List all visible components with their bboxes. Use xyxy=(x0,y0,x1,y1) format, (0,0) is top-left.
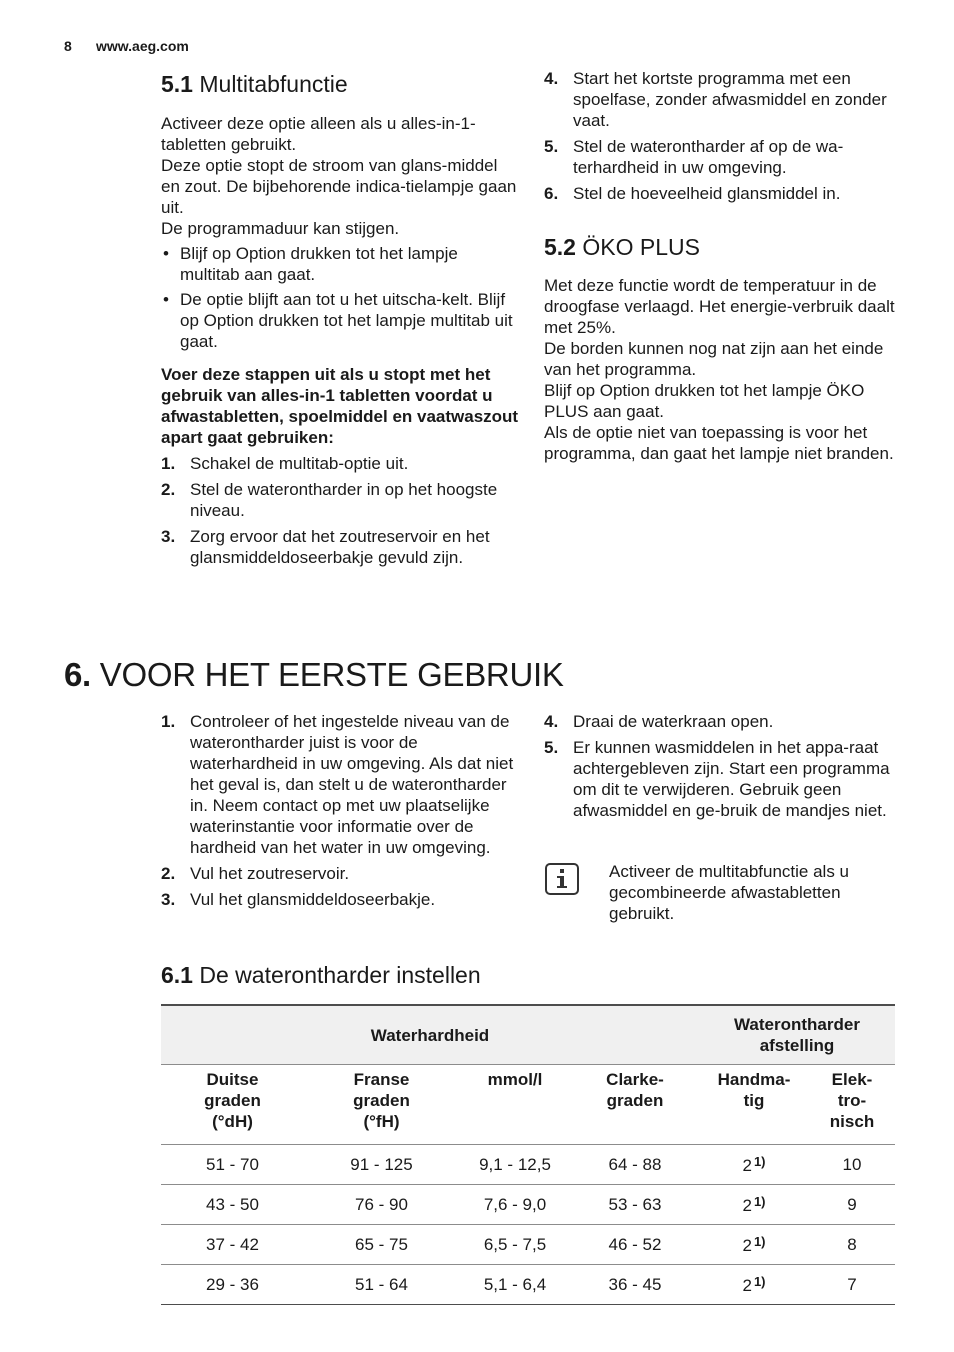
paragraph: Activeer deze optie alleen als u alles-in-1-tabletten gebruikt. xyxy=(161,114,476,154)
section-5-1-steps-continued xyxy=(544,68,896,204)
site-url: www.aeg.com xyxy=(96,38,189,54)
bullet-list xyxy=(161,243,521,352)
chapter-title: VOOR HET EERSTE GEBRUIK xyxy=(99,656,564,693)
step-list xyxy=(544,711,896,821)
step-number: 2. xyxy=(161,864,176,883)
manual-value: 2 xyxy=(742,1275,752,1295)
section-5-1-body xyxy=(161,113,521,568)
section-number: 5.1 xyxy=(161,71,193,97)
list-item xyxy=(544,737,896,821)
paragraph: Als de optie niet van toepassing is voor het programma, dan gaat het lampje niet branden. xyxy=(544,423,894,463)
cell-electronic: 10 xyxy=(809,1145,895,1185)
header-manual: Handma-tig xyxy=(699,1065,809,1145)
step-number: 4. xyxy=(544,69,559,88)
list-item xyxy=(161,711,517,858)
cell-clarke: 46 - 52 xyxy=(571,1225,699,1265)
header-softener-setting: Waterontharder afstelling xyxy=(699,1005,895,1065)
table-subheader-row xyxy=(161,1065,895,1145)
cell-clarke: 36 - 45 xyxy=(571,1265,699,1305)
cell-clarke: 64 - 88 xyxy=(571,1145,699,1185)
cell-electronic: 9 xyxy=(809,1185,895,1225)
step-number: 6. xyxy=(544,184,559,203)
header-mmol: mmol/l xyxy=(459,1065,571,1145)
step-number: 3. xyxy=(161,890,176,909)
cell-electronic: 8 xyxy=(809,1225,895,1265)
section-5-2-body xyxy=(544,275,896,464)
cell-dh: 43 - 50 xyxy=(161,1185,304,1225)
list-item xyxy=(544,68,896,131)
header-french-degrees: Franse graden (°fH) xyxy=(304,1065,459,1145)
paragraph: Blijf op Option drukken tot het lampje ÖKO PLUS aan gaat. xyxy=(544,381,865,421)
list-item xyxy=(161,863,517,884)
footnote-marker: 1) xyxy=(753,1193,766,1209)
step-number: 1. xyxy=(161,454,176,473)
step-list xyxy=(161,711,517,910)
cell-mmol: 6,5 - 7,5 xyxy=(459,1225,571,1265)
step-text: Zorg ervoor dat het zoutreservoir en het glansmiddeldoseerbakje gevuld zijn. xyxy=(190,527,490,567)
section-title: De waterontharder instellen xyxy=(199,962,481,988)
header-electronic: Elek-tro-nisch xyxy=(809,1065,895,1145)
step-number: 4. xyxy=(544,712,559,731)
chapter-6-steps-right xyxy=(544,711,896,821)
header-german-degrees: Duitse graden (°dH) xyxy=(161,1065,304,1145)
step-number: 3. xyxy=(161,527,176,546)
list-item xyxy=(544,183,896,204)
cell-manual xyxy=(699,1265,809,1305)
cell-mmol: 7,6 - 9,0 xyxy=(459,1185,571,1225)
step-number: 5. xyxy=(544,137,559,156)
cell-fh: 76 - 90 xyxy=(304,1185,459,1225)
list-item: • De optie blijft aan tot u het uitscha-kelt. Blijf op Option drukken tot het lampje multitab uit gaat. xyxy=(161,289,521,352)
header-clarke-degrees: Clarke-graden xyxy=(571,1065,699,1145)
bold-instruction: Voer deze stappen uit als u stopt met het gebruik van alles-in-1 tabletten voordat u afwastabletten, spoelmiddel en vaatwaszout apart gaat gebruiken: xyxy=(161,365,519,447)
cell-manual xyxy=(699,1225,809,1265)
cell-manual xyxy=(699,1145,809,1185)
info-icon xyxy=(545,863,579,895)
cell-manual xyxy=(699,1185,809,1225)
header-water-hardness: Waterhardheid xyxy=(161,1005,699,1065)
step-text: Stel de hoeveelheid glansmiddel in. xyxy=(573,184,841,203)
list-item xyxy=(161,453,521,474)
section-5-2-heading xyxy=(544,234,700,261)
footnote-marker: 1) xyxy=(753,1233,766,1249)
paragraph: De programmaduur kan stijgen. xyxy=(161,219,400,238)
info-note: Activeer de multitabfunctie als u gecombineerde afwastabletten gebruikt. xyxy=(609,862,850,923)
footnote-marker: 1) xyxy=(753,1153,766,1169)
list-item: • Blijf op Option drukken tot het lampje multitab aan gaat. xyxy=(161,243,521,285)
section-title: Multitabfunctie xyxy=(199,71,348,97)
step-number: 1. xyxy=(161,712,176,731)
step-text: Stel de waterontharder af op de wa-terhardheid in uw omgeving. xyxy=(573,137,844,177)
water-hardness-table xyxy=(161,1004,895,1305)
manual-value: 2 xyxy=(742,1235,752,1255)
info-icon-glyph xyxy=(547,865,577,893)
section-5-1-heading xyxy=(161,71,348,98)
step-text: Start het kortste programma met een spoelfase, zonder afwasmiddel en zonder vaat. xyxy=(573,69,887,130)
step-number: 5. xyxy=(544,738,559,757)
table-row xyxy=(161,1145,895,1185)
cell-electronic: 7 xyxy=(809,1265,895,1305)
step-text: Controleer of het ingestelde niveau van de waterontharder juist is voor de waterhardheid in uw omgeving. Als dat niet het geval is, dan stelt u de waterontharder in. Neem contact op met uw plaatselijke waterinstantie voor informatie over de hardheid van het water in uw omgeving. xyxy=(190,712,514,857)
chapter-number: 6. xyxy=(64,656,91,693)
list-item xyxy=(161,526,521,568)
table-row xyxy=(161,1265,895,1305)
list-item xyxy=(544,711,896,732)
step-text: Stel de waterontharder in op het hoogste niveau. xyxy=(190,480,498,520)
page-number: 8 xyxy=(64,38,72,54)
paragraph: Deze optie stopt de stroom van glans-middel en zout. De bijbehorende indica-tielampje gaan uit. xyxy=(161,156,517,217)
cell-mmol: 5,1 - 6,4 xyxy=(459,1265,571,1305)
list-item xyxy=(161,889,517,910)
paragraph: Met deze functie wordt de temperatuur in de droogfase verlaagd. Het energie-verbruik daalt met 25%. xyxy=(544,276,895,337)
cell-dh: 29 - 36 xyxy=(161,1265,304,1305)
step-number: 2. xyxy=(161,480,176,499)
step-list xyxy=(544,68,896,204)
footnote-marker: 1) xyxy=(753,1273,766,1289)
cell-fh: 91 - 125 xyxy=(304,1145,459,1185)
step-text: Draai de waterkraan open. xyxy=(573,712,774,731)
step-text: Schakel de multitab-optie uit. xyxy=(190,454,409,473)
cell-dh: 51 - 70 xyxy=(161,1145,304,1185)
section-title: ÖKO PLUS xyxy=(582,234,700,260)
cell-dh: 37 - 42 xyxy=(161,1225,304,1265)
section-6-1-heading xyxy=(161,962,481,989)
paragraph: De borden kunnen nog nat zijn aan het einde van het programma. xyxy=(544,339,884,379)
list-item xyxy=(544,136,896,178)
cell-fh: 65 - 75 xyxy=(304,1225,459,1265)
list-item xyxy=(161,479,521,521)
table-row xyxy=(161,1185,895,1225)
step-text: Vul het glansmiddeldoseerbakje. xyxy=(190,890,436,909)
section-number: 5.2 xyxy=(544,234,576,260)
cell-fh: 51 - 64 xyxy=(304,1265,459,1305)
step-text: Er kunnen wasmiddelen in het appa-raat achtergebleven zijn. Start een programma om dit te verwijderen. Gebruik geen afwasmiddel en ge-bruik de mandjes niet. xyxy=(573,738,890,820)
step-text: Vul het zoutreservoir. xyxy=(190,864,350,883)
chapter-6-steps-left xyxy=(161,711,517,910)
cell-clarke: 53 - 63 xyxy=(571,1185,699,1225)
step-list xyxy=(161,453,521,568)
section-number: 6.1 xyxy=(161,962,193,988)
manual-value: 2 xyxy=(742,1195,752,1215)
cell-mmol: 9,1 - 12,5 xyxy=(459,1145,571,1185)
manual-value: 2 xyxy=(742,1155,752,1175)
table-header-row xyxy=(161,1005,895,1065)
chapter-6-heading xyxy=(64,656,564,694)
table-row xyxy=(161,1225,895,1265)
